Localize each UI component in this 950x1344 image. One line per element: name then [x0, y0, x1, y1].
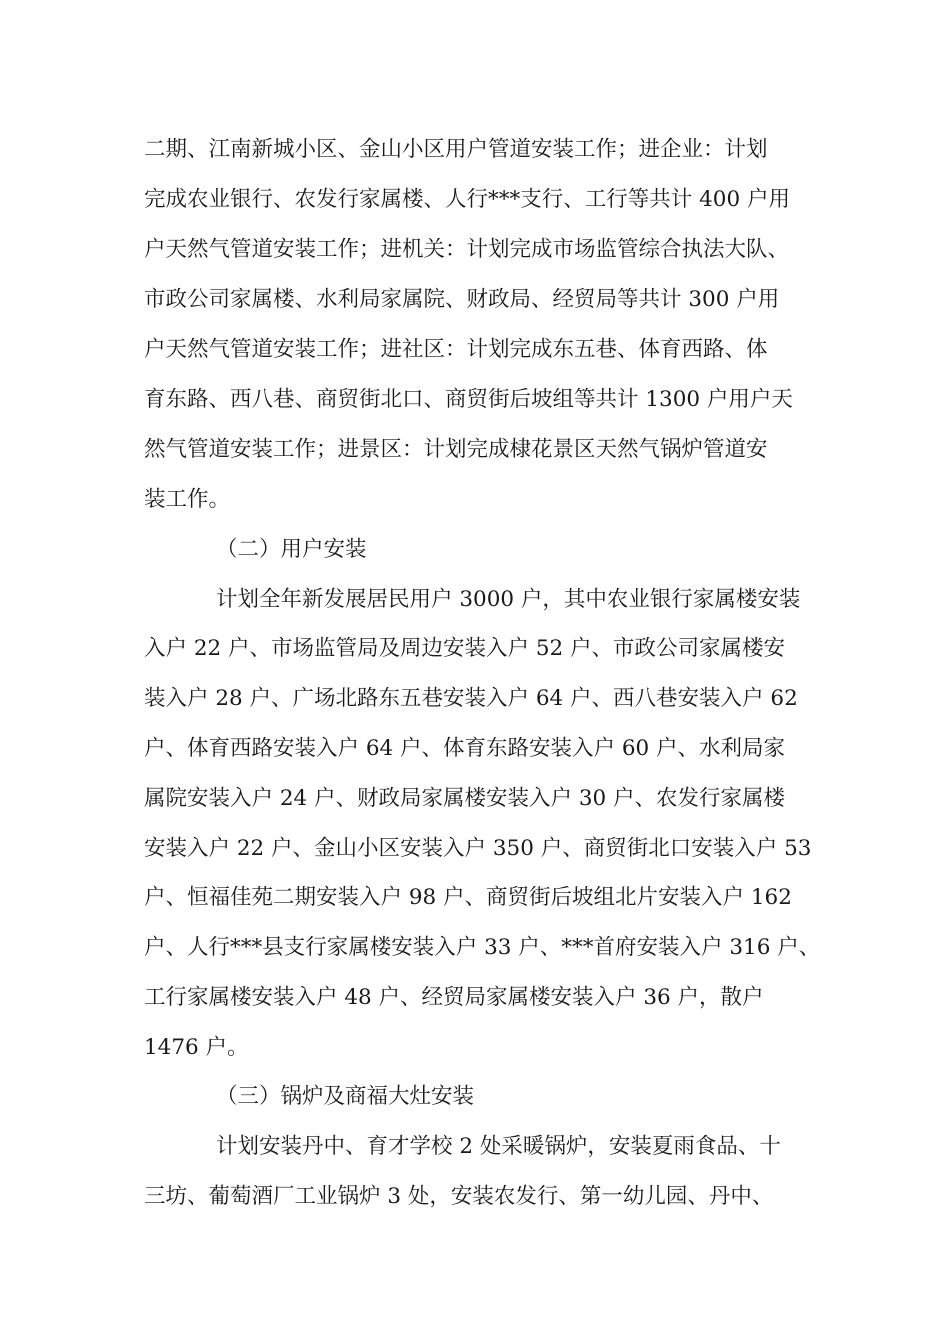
text-line: 育东路、西八巷、商贸街北口、商贸街后坡组等共计 1300 户用户天	[144, 387, 793, 412]
section-heading-user-installation: （二）用户安装	[216, 537, 367, 562]
text-line: 装入户 28 户、广场北路东五巷安装入户 64 户、西八巷安装入户 62	[144, 686, 798, 711]
text-line: 入户 22 户、市场监管局及周边安装入户 52 户、市政公司家属楼安	[144, 636, 786, 661]
text-line: 1476 户。	[144, 1035, 249, 1060]
text-line: 户、人行***县支行家属楼安装入户 33 户、***首府安装入户 316 户、	[144, 935, 821, 960]
text-line: 二期、江南新城小区、金山小区用户管道安装工作；进企业：计划	[144, 137, 768, 162]
text-line: 然气管道安装工作；进景区：计划完成棣花景区天然气锅炉管道安	[144, 437, 768, 462]
text-line: 户、体育西路安装入户 64 户、体育东路安装入户 60 户、水利局家	[144, 736, 786, 761]
text-line: 计划安装丹中、育才学校 2 处采暖锅炉，安装夏雨食品、十	[216, 1134, 781, 1159]
text-line: 三坊、葡萄酒厂工业锅炉 3 处，安装农发行、第一幼儿园、丹中、	[144, 1184, 774, 1209]
text-line: 完成农业银行、农发行家属楼、人行***支行、工行等共计 400 户用	[144, 187, 790, 212]
text-line: 户天然气管道安装工作；进机关：计划完成市场监管综合执法大队、	[144, 237, 790, 262]
text-line: 市政公司家属楼、水利局家属院、财政局、经贸局等共计 300 户用	[144, 287, 780, 312]
section-heading-boiler-installation: （三）锅炉及商福大灶安装	[216, 1084, 475, 1109]
text-line: 装工作。	[144, 487, 231, 512]
text-line: 户、恒福佳苑二期安装入户 98 户、商贸街后坡组北片安装入户 162	[144, 885, 792, 910]
text-line: 计划全年新发展居民用户 3000 户，其中农业银行家属楼安装	[216, 587, 801, 612]
text-line: 户天然气管道安装工作；进社区：计划完成东五巷、体育西路、体	[144, 337, 768, 362]
text-line: 安装入户 22 户、金山小区安装入户 350 户、商贸街北口安装入户 53	[144, 836, 812, 861]
text-line: 工行家属楼安装入户 48 户、经贸局家属楼安装入户 36 户，散户	[144, 985, 764, 1010]
text-line: 属院安装入户 24 户、财政局家属楼安装入户 30 户、农发行家属楼	[144, 786, 786, 811]
